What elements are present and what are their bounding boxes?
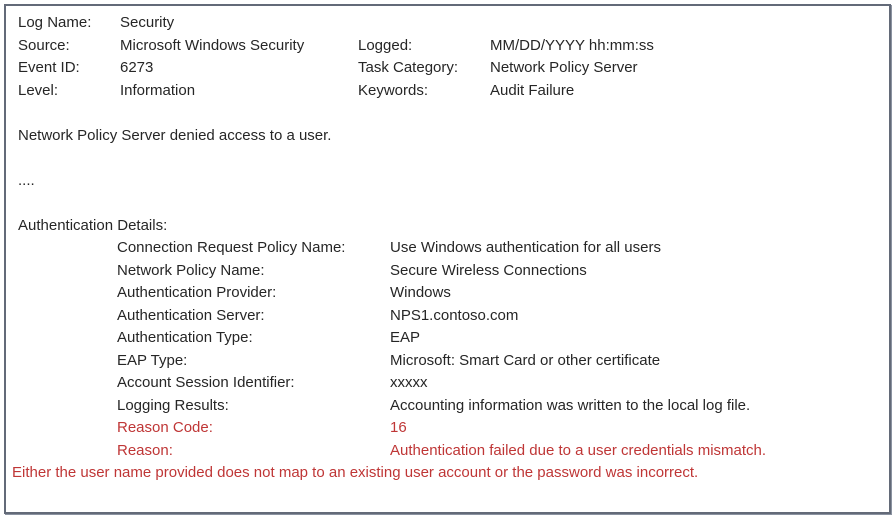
detail-value: Accounting information was written to the local log file. [390, 396, 751, 414]
detail-value: 16 [390, 419, 407, 436]
detail-label: Network Policy Name: [117, 261, 265, 279]
field-label-event-id: Event ID: [18, 59, 80, 76]
field-value-level: Information [120, 81, 196, 99]
auth-detail-row-eap-type [18, 350, 881, 373]
field-value-source: Microsoft Windows Security [120, 36, 305, 54]
field-value-blank [490, 12, 881, 35]
detail-value: Authentication failed due to a user credentials mismatch. [390, 441, 767, 459]
detail-value: Secure Wireless Connections [390, 261, 587, 279]
detail-value: NPS1.contoso.com [390, 306, 519, 324]
auth-detail-row-auth-type [18, 327, 881, 350]
auth-details-list [18, 237, 881, 462]
field-value-logged: MM/DD/YYYY hh:mm:ss [490, 36, 654, 54]
detail-label: Connection Request Policy Name: [117, 239, 346, 256]
auth-detail-row-auth-server [18, 305, 881, 328]
auth-detail-row-network-policy [18, 260, 881, 283]
event-record-content [12, 12, 881, 485]
auth-details-heading: Authentication Details: [18, 216, 168, 234]
field-value-task-category: Network Policy Server [490, 59, 638, 76]
detail-label: Authentication Server: [117, 306, 265, 324]
detail-value: xxxxx [390, 374, 428, 391]
field-label-level: Level: [18, 81, 59, 99]
detail-label: EAP Type: [117, 351, 188, 369]
detail-label: Account Session Identifier: [117, 374, 295, 391]
field-label-task-category: Task Category: [358, 59, 459, 76]
footer-note: Either the user name provided does not map to an existing user account or the password was incorrect. [12, 464, 699, 481]
auth-detail-row-reason [18, 440, 881, 463]
event-record-frame [4, 4, 891, 514]
detail-value: Microsoft: Smart Card or other certificate [390, 351, 661, 369]
header-row [18, 57, 881, 80]
ellipsis-line: .... [18, 171, 35, 189]
header-row [18, 35, 881, 58]
auth-detail-row-auth-provider [18, 282, 881, 305]
detail-value: Use Windows authentication for all users [390, 239, 661, 256]
detail-value: Windows [390, 284, 451, 301]
detail-label: Authentication Provider: [117, 284, 277, 301]
event-header [18, 12, 881, 102]
auth-detail-row-logging-results [18, 395, 881, 418]
auth-detail-row-connection-request-policy [18, 237, 881, 260]
field-value-keywords: Audit Failure [490, 81, 575, 99]
detail-label: Reason: [117, 441, 173, 459]
header-row [18, 80, 881, 103]
field-value-log-name: Security [120, 14, 175, 31]
detail-label: Authentication Type: [117, 329, 253, 346]
auth-detail-row-account-session-id [18, 372, 881, 395]
field-value-event-id: 6273 [120, 59, 154, 76]
header-row [18, 12, 881, 35]
detail-label: Logging Results: [117, 396, 229, 414]
field-label-source: Source: [18, 36, 70, 54]
field-label-log-name: Log Name: [18, 14, 92, 31]
field-label-keywords: Keywords: [358, 81, 429, 99]
detail-value: EAP [390, 329, 421, 346]
field-label-logged: Logged: [358, 36, 413, 54]
field-label-blank [358, 12, 490, 35]
event-description: Network Policy Server denied access to a user. [18, 126, 332, 144]
detail-label: Reason Code: [117, 419, 213, 436]
auth-detail-row-reason-code [18, 417, 881, 440]
